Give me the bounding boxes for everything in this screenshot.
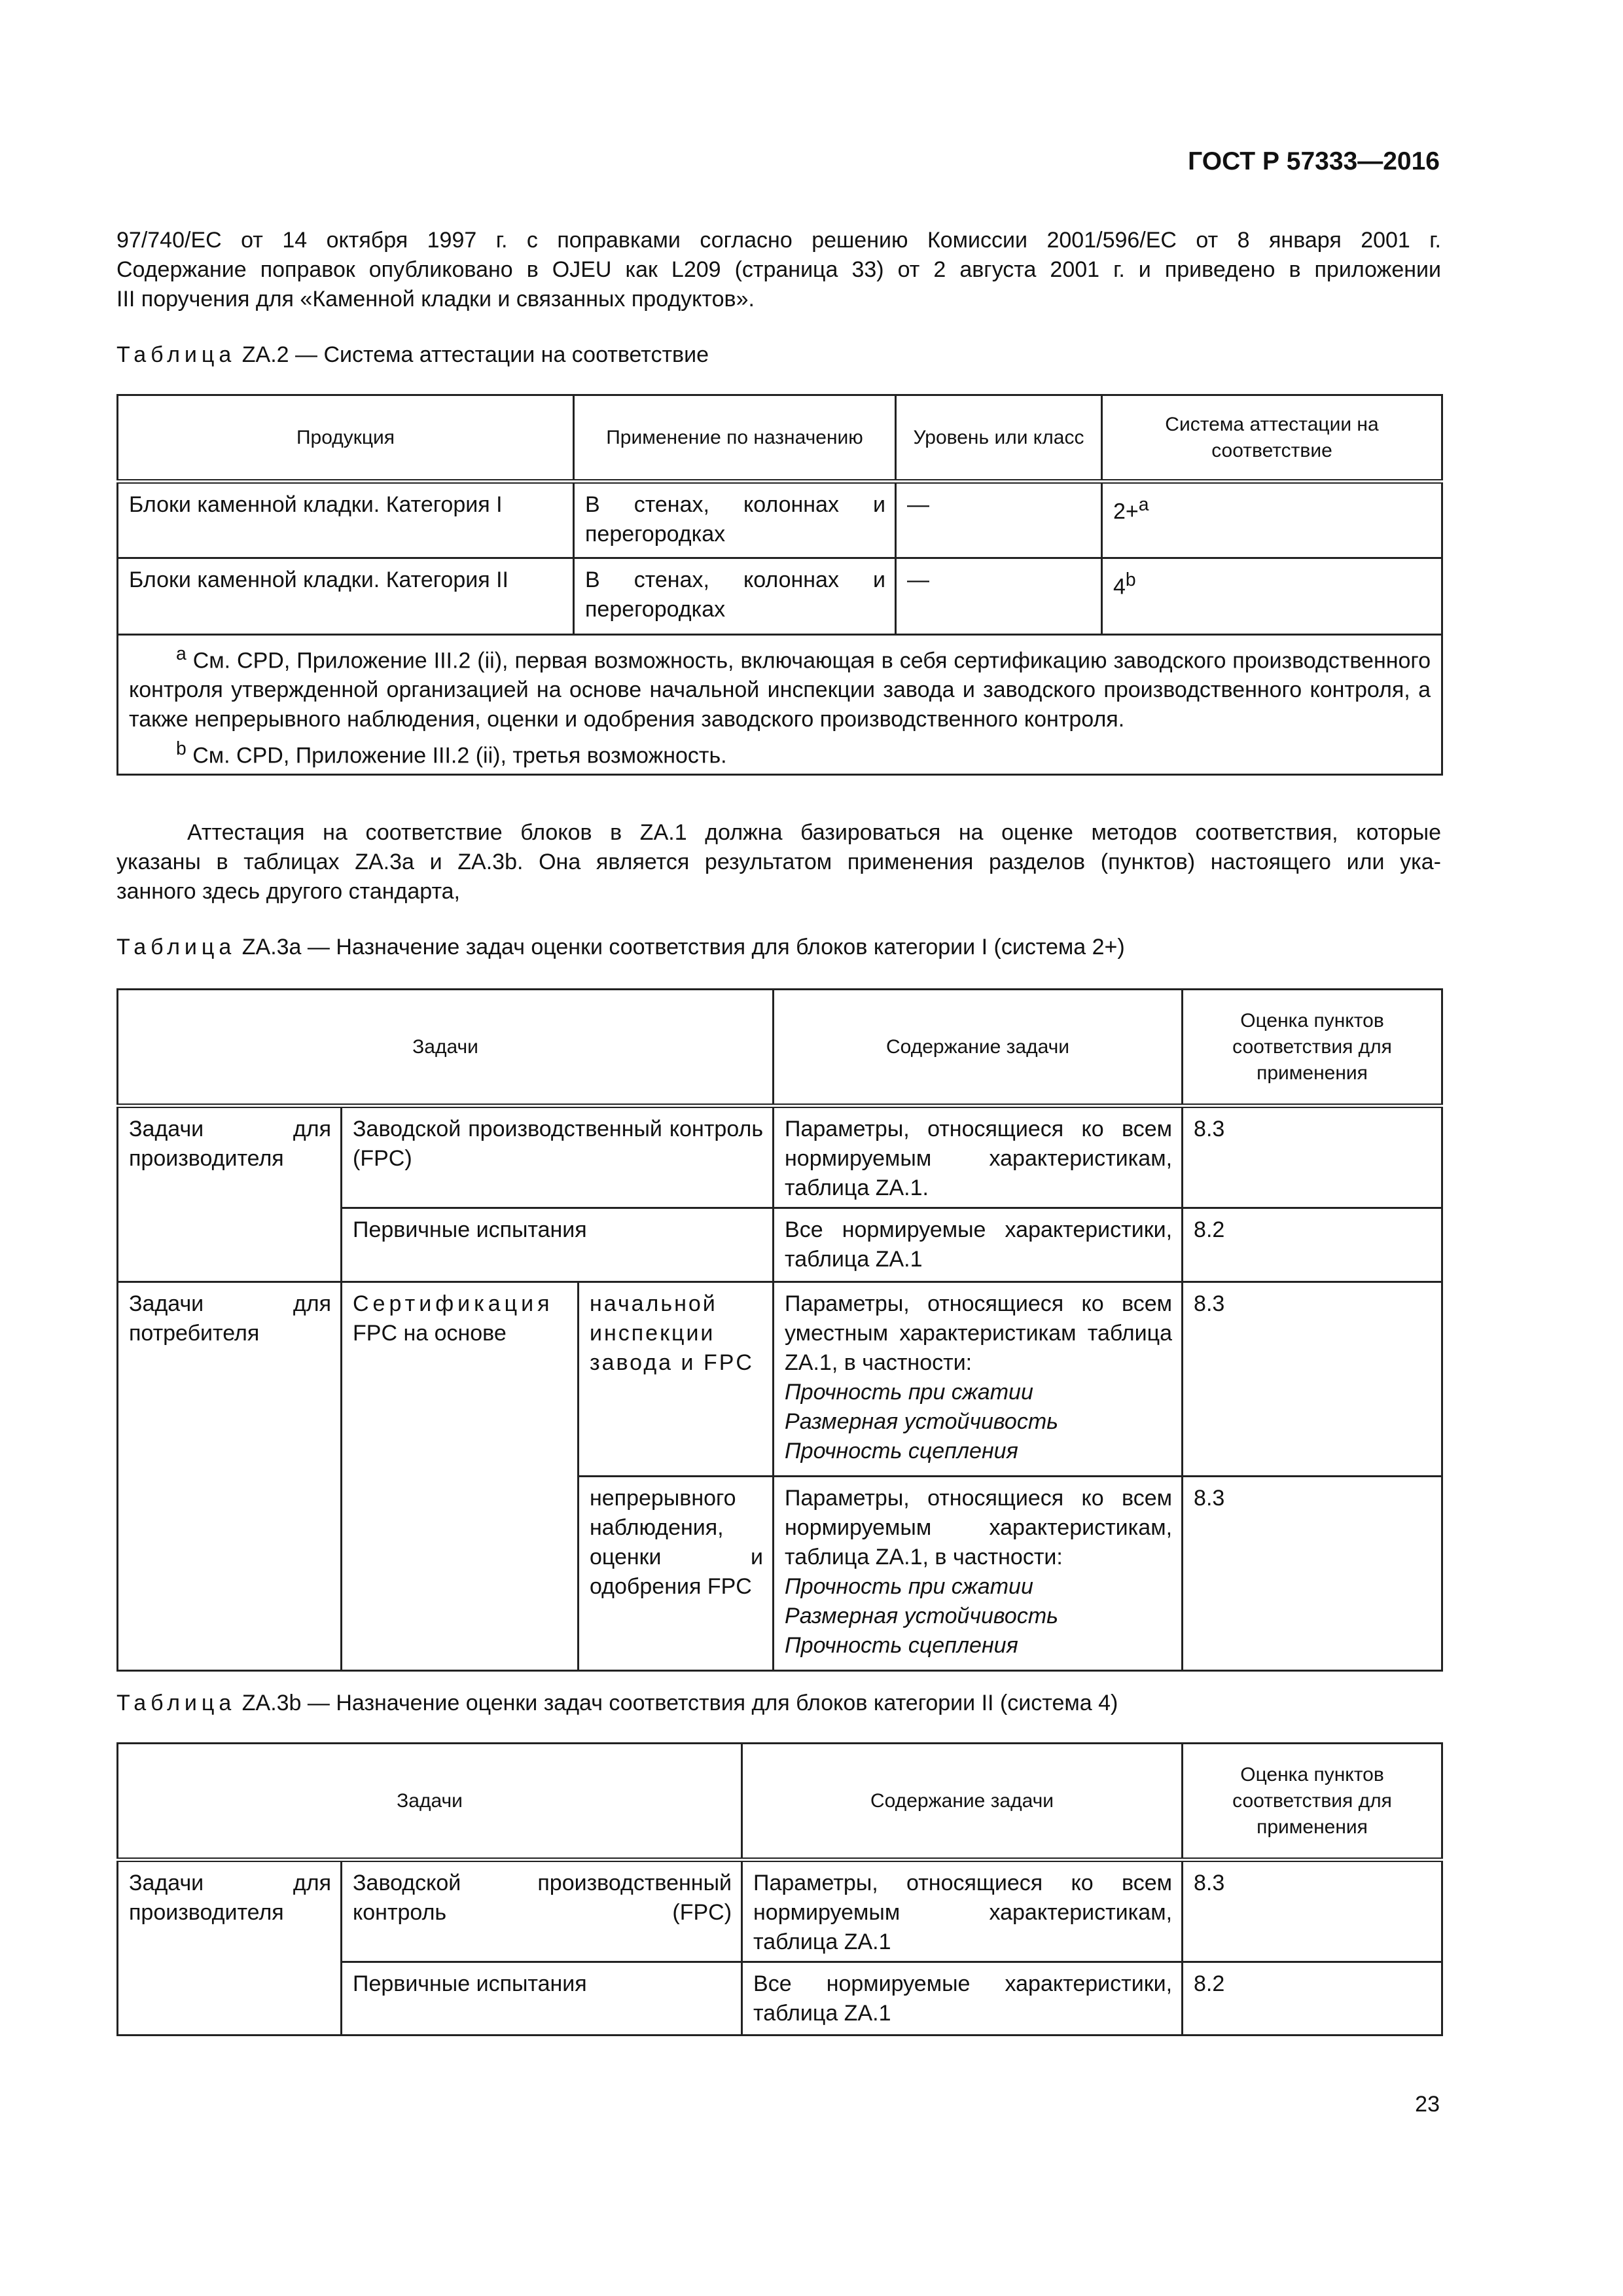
table-row [118, 558, 1442, 635]
footnote-mark: b [1125, 569, 1136, 590]
table-row [118, 1282, 1442, 1477]
initial-tests: Первичные испытания [342, 1962, 742, 2036]
table-footnotes [118, 635, 1442, 775]
mid-line: указаны в таблицах ZA.3a и ZA.3b. Она является результатом применения разделов (пунктов) настоящего или ука- [116, 850, 1441, 874]
table-row [118, 482, 1442, 558]
table-row [118, 1860, 1442, 1962]
initial-inspection: начальной инспекции завода и FPC [579, 1282, 774, 1477]
cell-product: Блоки каменной кладки. Категория I [118, 482, 574, 558]
column-header: Система аттестации на соответствие [1102, 395, 1442, 482]
table-za2-caption: Таблица ZA.2 — Система аттестации на соответствие [116, 342, 709, 367]
mid-line: Аттестация на соответствие блоков в ZA.1 должна базироваться на оценке методов соответствия, которые [187, 820, 1441, 845]
initial-tests: Первичные испытания [342, 1208, 774, 1282]
certification-task: Сертификация FPC на основе [342, 1282, 579, 1671]
footnote-b: $^b$ См. CPD, Приложение III.2 (ii), третья возможность. [176, 738, 727, 768]
mid-paragraph [116, 818, 1441, 906]
cell-use: В стенах, колоннах и перегородках [574, 558, 896, 635]
footnote-mark: a [1138, 494, 1149, 515]
characteristic: Прочность при сжатии [785, 1380, 1033, 1405]
consumer-tasks: Задачи для потребителя [118, 1282, 342, 1671]
cell-level: — [896, 558, 1102, 635]
characteristic: Прочность сцепления [785, 1439, 1018, 1463]
column-header: Содержание задачи [774, 990, 1183, 1106]
cell-product: Блоки каменной кладки. Категория II [118, 558, 574, 635]
mid-line: занного здесь другого стандарта, [116, 879, 460, 904]
cell-system: 4$^b$ [1102, 558, 1442, 635]
table-row [118, 1106, 1442, 1208]
task-content: Параметры, относящиеся ко всем нормируемым характеристикам, таблица ZA.1. [774, 1106, 1183, 1208]
continuous-surveillance: непрерывного наблюдения, оценки и одобрения FPC [579, 1477, 774, 1671]
fpc-task: Заводской производственный контроль (FPC) [342, 1860, 742, 1962]
clause: 8.2 [1183, 1962, 1442, 2036]
column-header: Оценка пунктов соответствия для применения [1183, 990, 1442, 1106]
cell-level: — [896, 482, 1102, 558]
characteristic: Размерная устойчивость [785, 1409, 1059, 1434]
table-za3a-caption: Таблица ZA.3a — Назначение задач оценки соответствия для блоков категории I (система 2+) [116, 935, 1125, 960]
clause: 8.2 [1183, 1208, 1442, 1282]
table-za2 [116, 394, 1443, 776]
column-header: Уровень или класс [896, 395, 1102, 482]
footnote-a: $^a$ См. CPD, Приложение III.2 (ii), первая возможность, включающая в себя сертификацию заводского производственного контроля утвержденной организацией на основе начальной инспекции завода и заводского производственного контроля, а также непрерывного наблюдения, оценки и одобрения заводского производственного контроля. [129, 643, 1431, 732]
table-za3b [116, 1742, 1443, 2036]
characteristic: Размерная устойчивость [785, 1604, 1059, 1628]
intro-line: III поручения для «Каменной кладки и связанных продуктов». [116, 287, 755, 312]
characteristic: Прочность при сжатии [785, 1574, 1033, 1599]
column-header: Задачи [118, 1744, 742, 1860]
clause: 8.3 [1183, 1106, 1442, 1208]
intro-paragraph [116, 226, 1441, 314]
cell-system: 2+$^a$ [1102, 482, 1442, 558]
characteristic: Прочность сцепления [785, 1633, 1018, 1658]
intro-line: Содержание поправок опубликовано в OJEU как L209 (страница 33) от 2 августа 2001 г. и приведено в приложении [116, 257, 1441, 282]
standard-code: ГОСТ Р 57333—2016 [1188, 147, 1440, 175]
producer-tasks: Задачи для производителя [118, 1106, 342, 1282]
task-content: Все нормируемые характеристики, таблица ZA.1 [774, 1208, 1183, 1282]
task-content: Все нормируемые характеристики, таблица ZA.1 [742, 1962, 1183, 2036]
table-za3b-caption: Таблица ZA.3b — Назначение оценки задач соответствия для блоков категории II (система 4) [116, 1691, 1118, 1715]
column-header: Задачи [118, 990, 774, 1106]
cell-use: В стенах, колоннах и перегородках [574, 482, 896, 558]
intro-line: 97/740/EC от 14 октября 1997 г. с поправками согласно решению Комиссии 2001/596/EC от 8 января 2001 г. [116, 228, 1441, 253]
footnote-row [118, 635, 1442, 775]
column-header: Оценка пунктов соответствия для применения [1183, 1744, 1442, 1860]
column-header: Содержание задачи [742, 1744, 1183, 1860]
column-header: Применение по назначению [574, 395, 896, 482]
clause: 8.3 [1183, 1282, 1442, 1477]
clause: 8.3 [1183, 1860, 1442, 1962]
task-content: Параметры, относящиеся ко всем нормируемым характеристикам, таблица ZA.1 [742, 1860, 1183, 1962]
task-content: Параметры, относящиеся ко всем нормируемым характеристикам, таблица ZA.1, в частности: Прочность при сжатии Размерная устойчивость Прочность сцепления [774, 1477, 1183, 1671]
clause: 8.3 [1183, 1477, 1442, 1671]
column-header: Продукция [118, 395, 574, 482]
producer-tasks: Задачи для производителя [118, 1860, 342, 2036]
page-number: 23 [1415, 2092, 1440, 2117]
fpc-task: Заводской производственный контроль (FPC) [342, 1106, 774, 1208]
task-content: Параметры, относящиеся ко всем уместным характеристикам таблица ZA.1, в частности: Прочность при сжатии Размерная устойчивость Прочность сцепления [774, 1282, 1183, 1477]
table-za3a [116, 988, 1443, 1672]
